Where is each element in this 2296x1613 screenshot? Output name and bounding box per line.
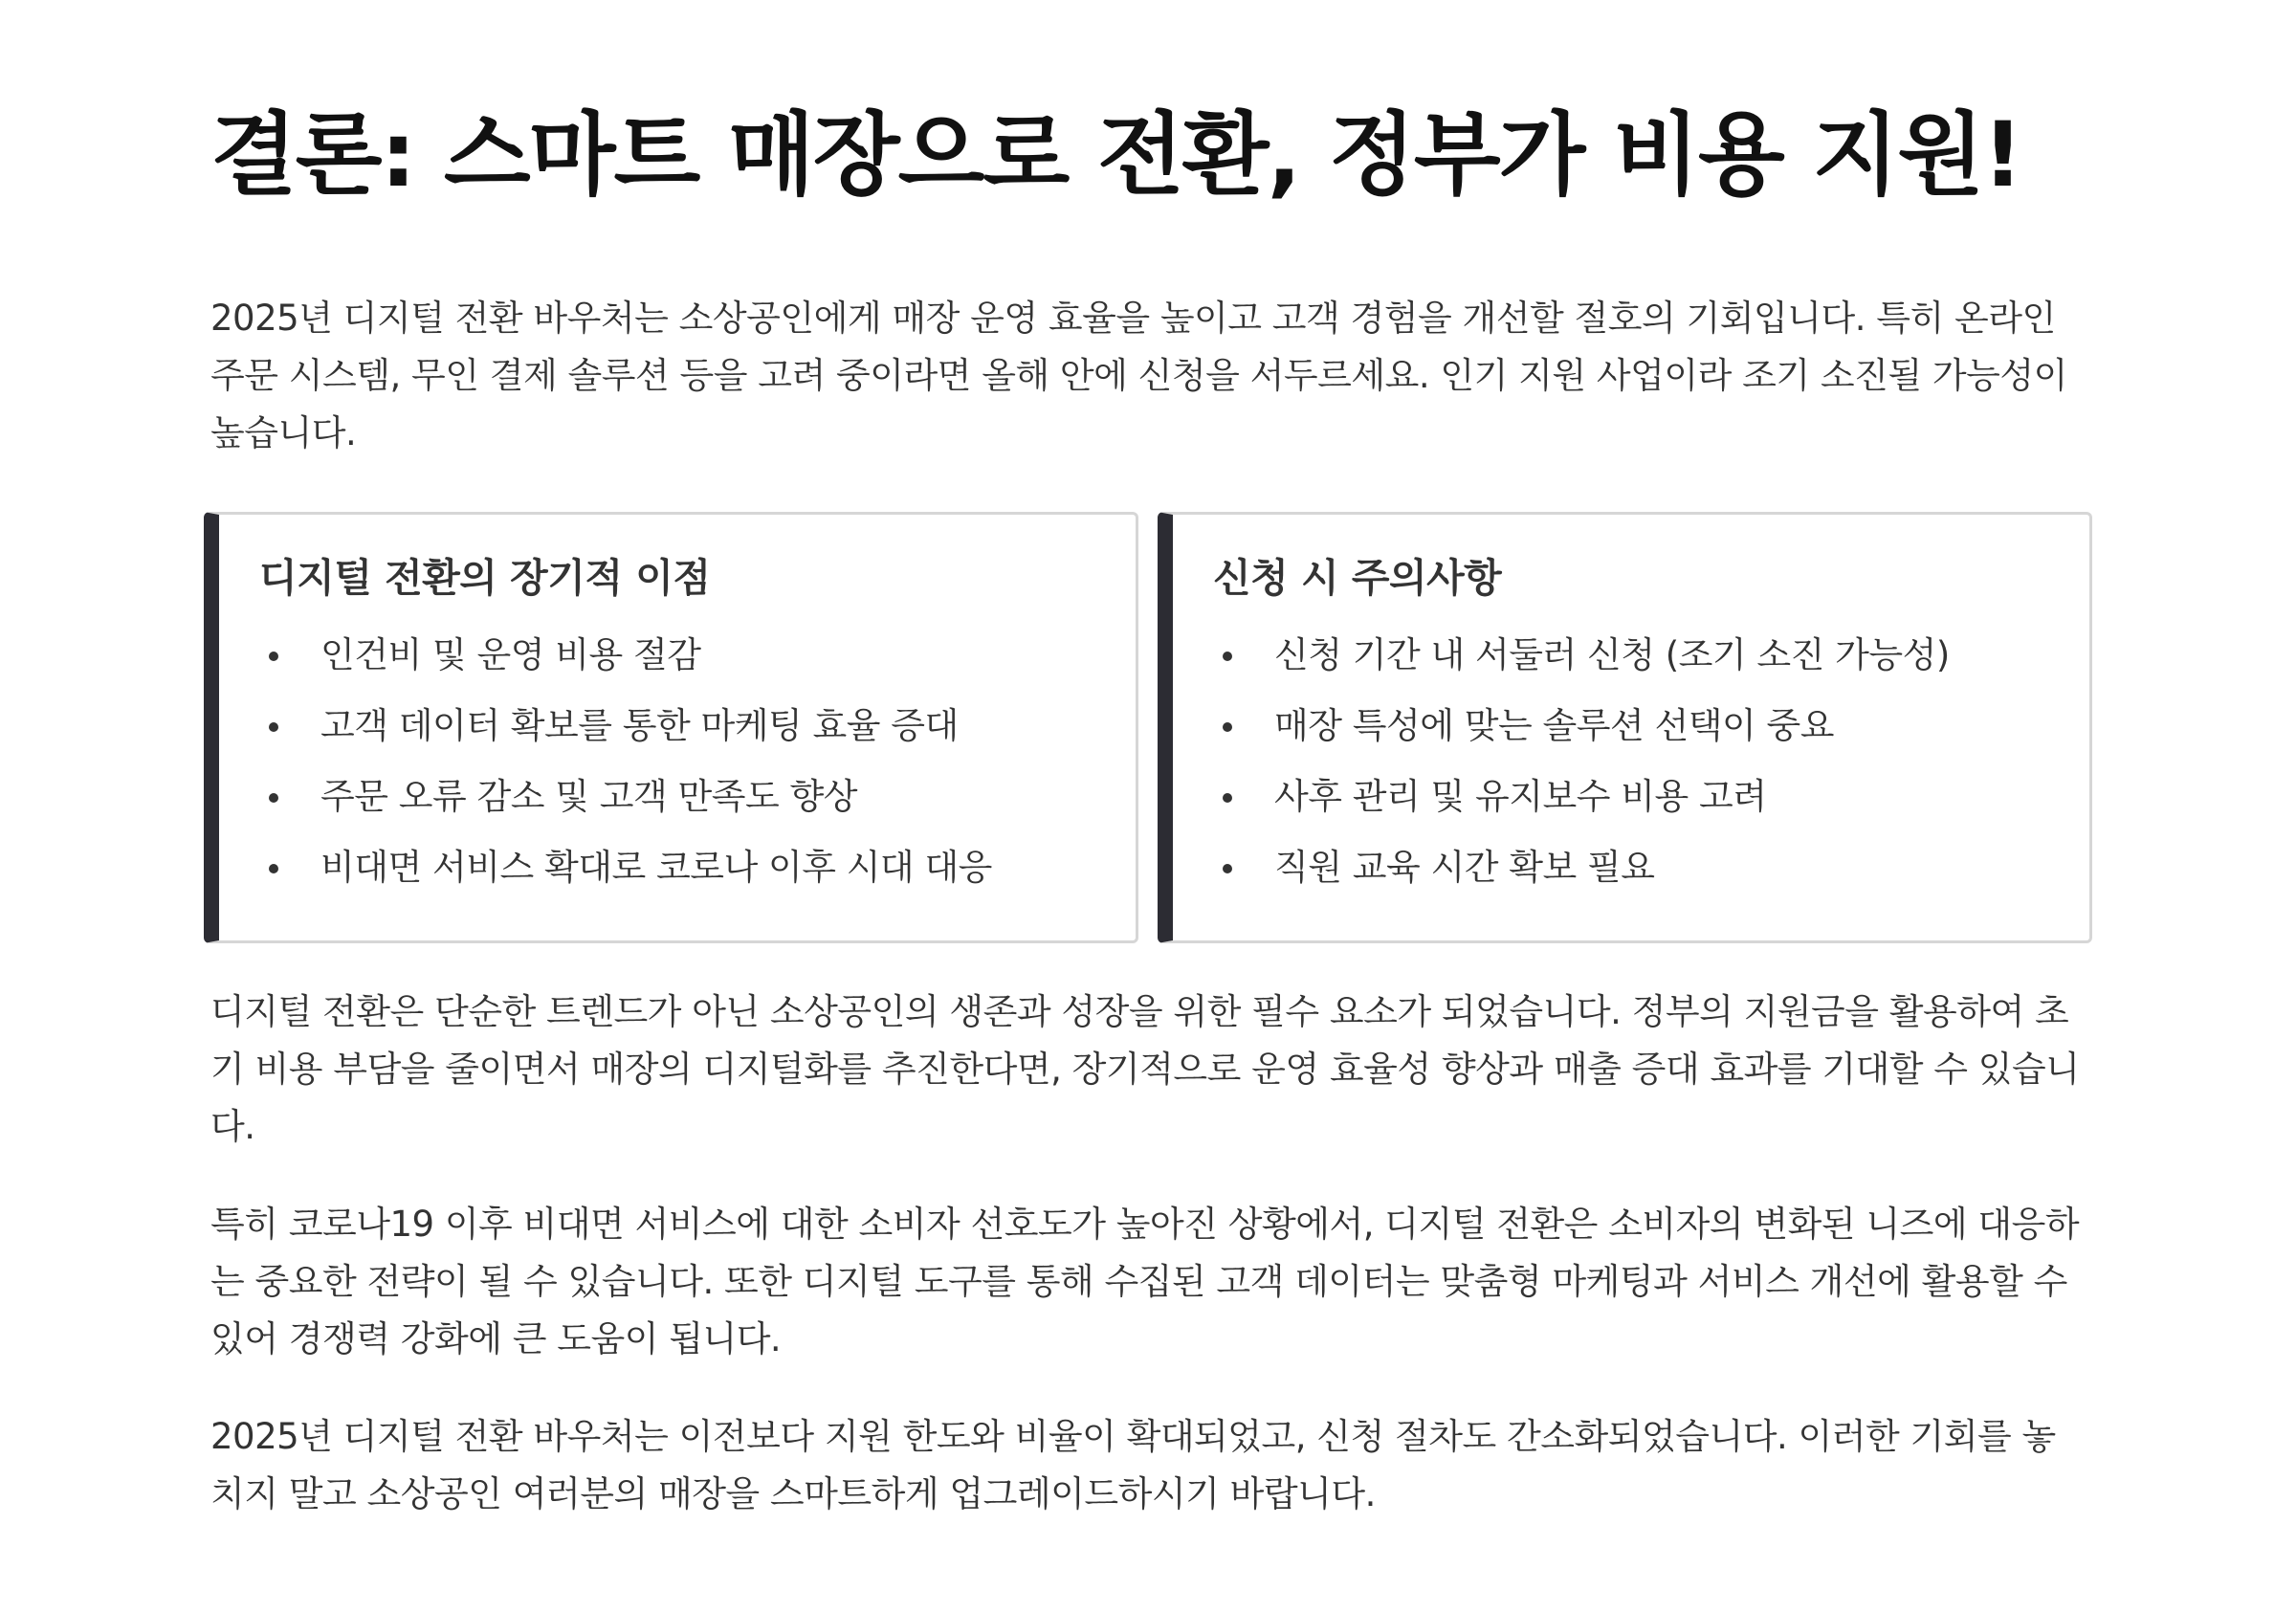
- benefits-card-title: 디지털 전환의 장기적 이점: [259, 555, 711, 601]
- list-item-text: 비대면 서비스 확대로 코로나 이후 시대 대응: [320, 847, 992, 888]
- list-item-text: 매장 특성에 맞는 솔루션 선택이 중요: [1274, 705, 1834, 746]
- page-title: 결론: 스마트 매장으로 전환, 정부가 비용 지원!: [210, 103, 2021, 208]
- bullet-icon: [269, 652, 278, 661]
- list-item: [320, 762, 1097, 832]
- bullet-icon: [269, 793, 278, 803]
- benefits-list: [259, 620, 1097, 903]
- list-item-text: 사후 관리 및 유지보수 비용 고려: [1274, 776, 1767, 817]
- list-item: [320, 620, 1097, 691]
- list-item: [320, 832, 1097, 903]
- bullet-icon: [1223, 722, 1232, 732]
- list-item: [320, 691, 1097, 762]
- bullet-icon: [1223, 864, 1232, 873]
- info-cards: [204, 512, 2092, 943]
- list-item: [1274, 832, 2051, 903]
- bullet-icon: [269, 864, 278, 873]
- list-item: [1274, 691, 2051, 762]
- cautions-card: [1158, 512, 2092, 943]
- cautions-list: [1213, 620, 2051, 903]
- body-paragraph: 디지털 전환은 단순한 트렌드가 아닌 소상공인의 생존과 성장을 위한 필수 요소가 되었습니다. 정부의 지원금을 활용하여 초기 비용 부담을 줄이면서 매장의 디지털화를 추진한다면, 장기적으로 운영 효율성 향상과 매출 증대 효과를 기대할 수 있습니다.: [210, 991, 2080, 1147]
- list-item-text: 신청 기간 내 서둘러 신청 (조기 소진 가능성): [1274, 634, 1950, 675]
- body-paragraph: 특히 코로나19 이후 비대면 서비스에 대한 소비자 선호도가 높아진 상황에서, 디지털 전환은 소비자의 변화된 니즈에 대응하는 중요한 전략이 될 수 있습니다. 또한 디지털 도구를 통해 수집된 고객 데이터는 맞춤형 마케팅과 서비스 개선에 활용할 수 있어 경쟁력 강화에 큰 도움이 됩니다.: [210, 1204, 2080, 1359]
- cautions-card-title: 신청 시 주의사항: [1213, 555, 1502, 601]
- list-item-text: 주문 오류 감소 및 고객 만족도 향상: [320, 776, 857, 817]
- body-paragraph: 2025년 디지털 전환 바우처는 이전보다 지원 한도와 비율이 확대되었고, 신청 절차도 간소화되었습니다. 이러한 기회를 놓치지 말고 소상공인 여러분의 매장을 스마트하게 업그레이드하시기 바랍니다.: [210, 1416, 2056, 1514]
- intro-paragraph: 2025년 디지털 전환 바우처는 소상공인에게 매장 운영 효율을 높이고 고객 경험을 개선할 절호의 기회입니다. 특히 온라인 주문 시스템, 무인 결제 솔루션 등을 고려 중이라면 올해 안에 신청을 서두르세요. 인기 지원 사업이라 조기 소진될 가능성이 높습니다.: [210, 298, 2067, 453]
- bullet-icon: [269, 722, 278, 732]
- list-item: [1274, 620, 2051, 691]
- bullet-icon: [1223, 793, 1232, 803]
- benefits-card: [204, 512, 1138, 943]
- list-item-text: 인건비 및 운영 비용 절감: [320, 634, 701, 675]
- list-item: [1274, 762, 2051, 832]
- list-item-text: 직원 교육 시간 확보 필요: [1274, 847, 1655, 888]
- list-item-text: 고객 데이터 확보를 통한 마케팅 효율 증대: [320, 705, 959, 746]
- bullet-icon: [1223, 652, 1232, 661]
